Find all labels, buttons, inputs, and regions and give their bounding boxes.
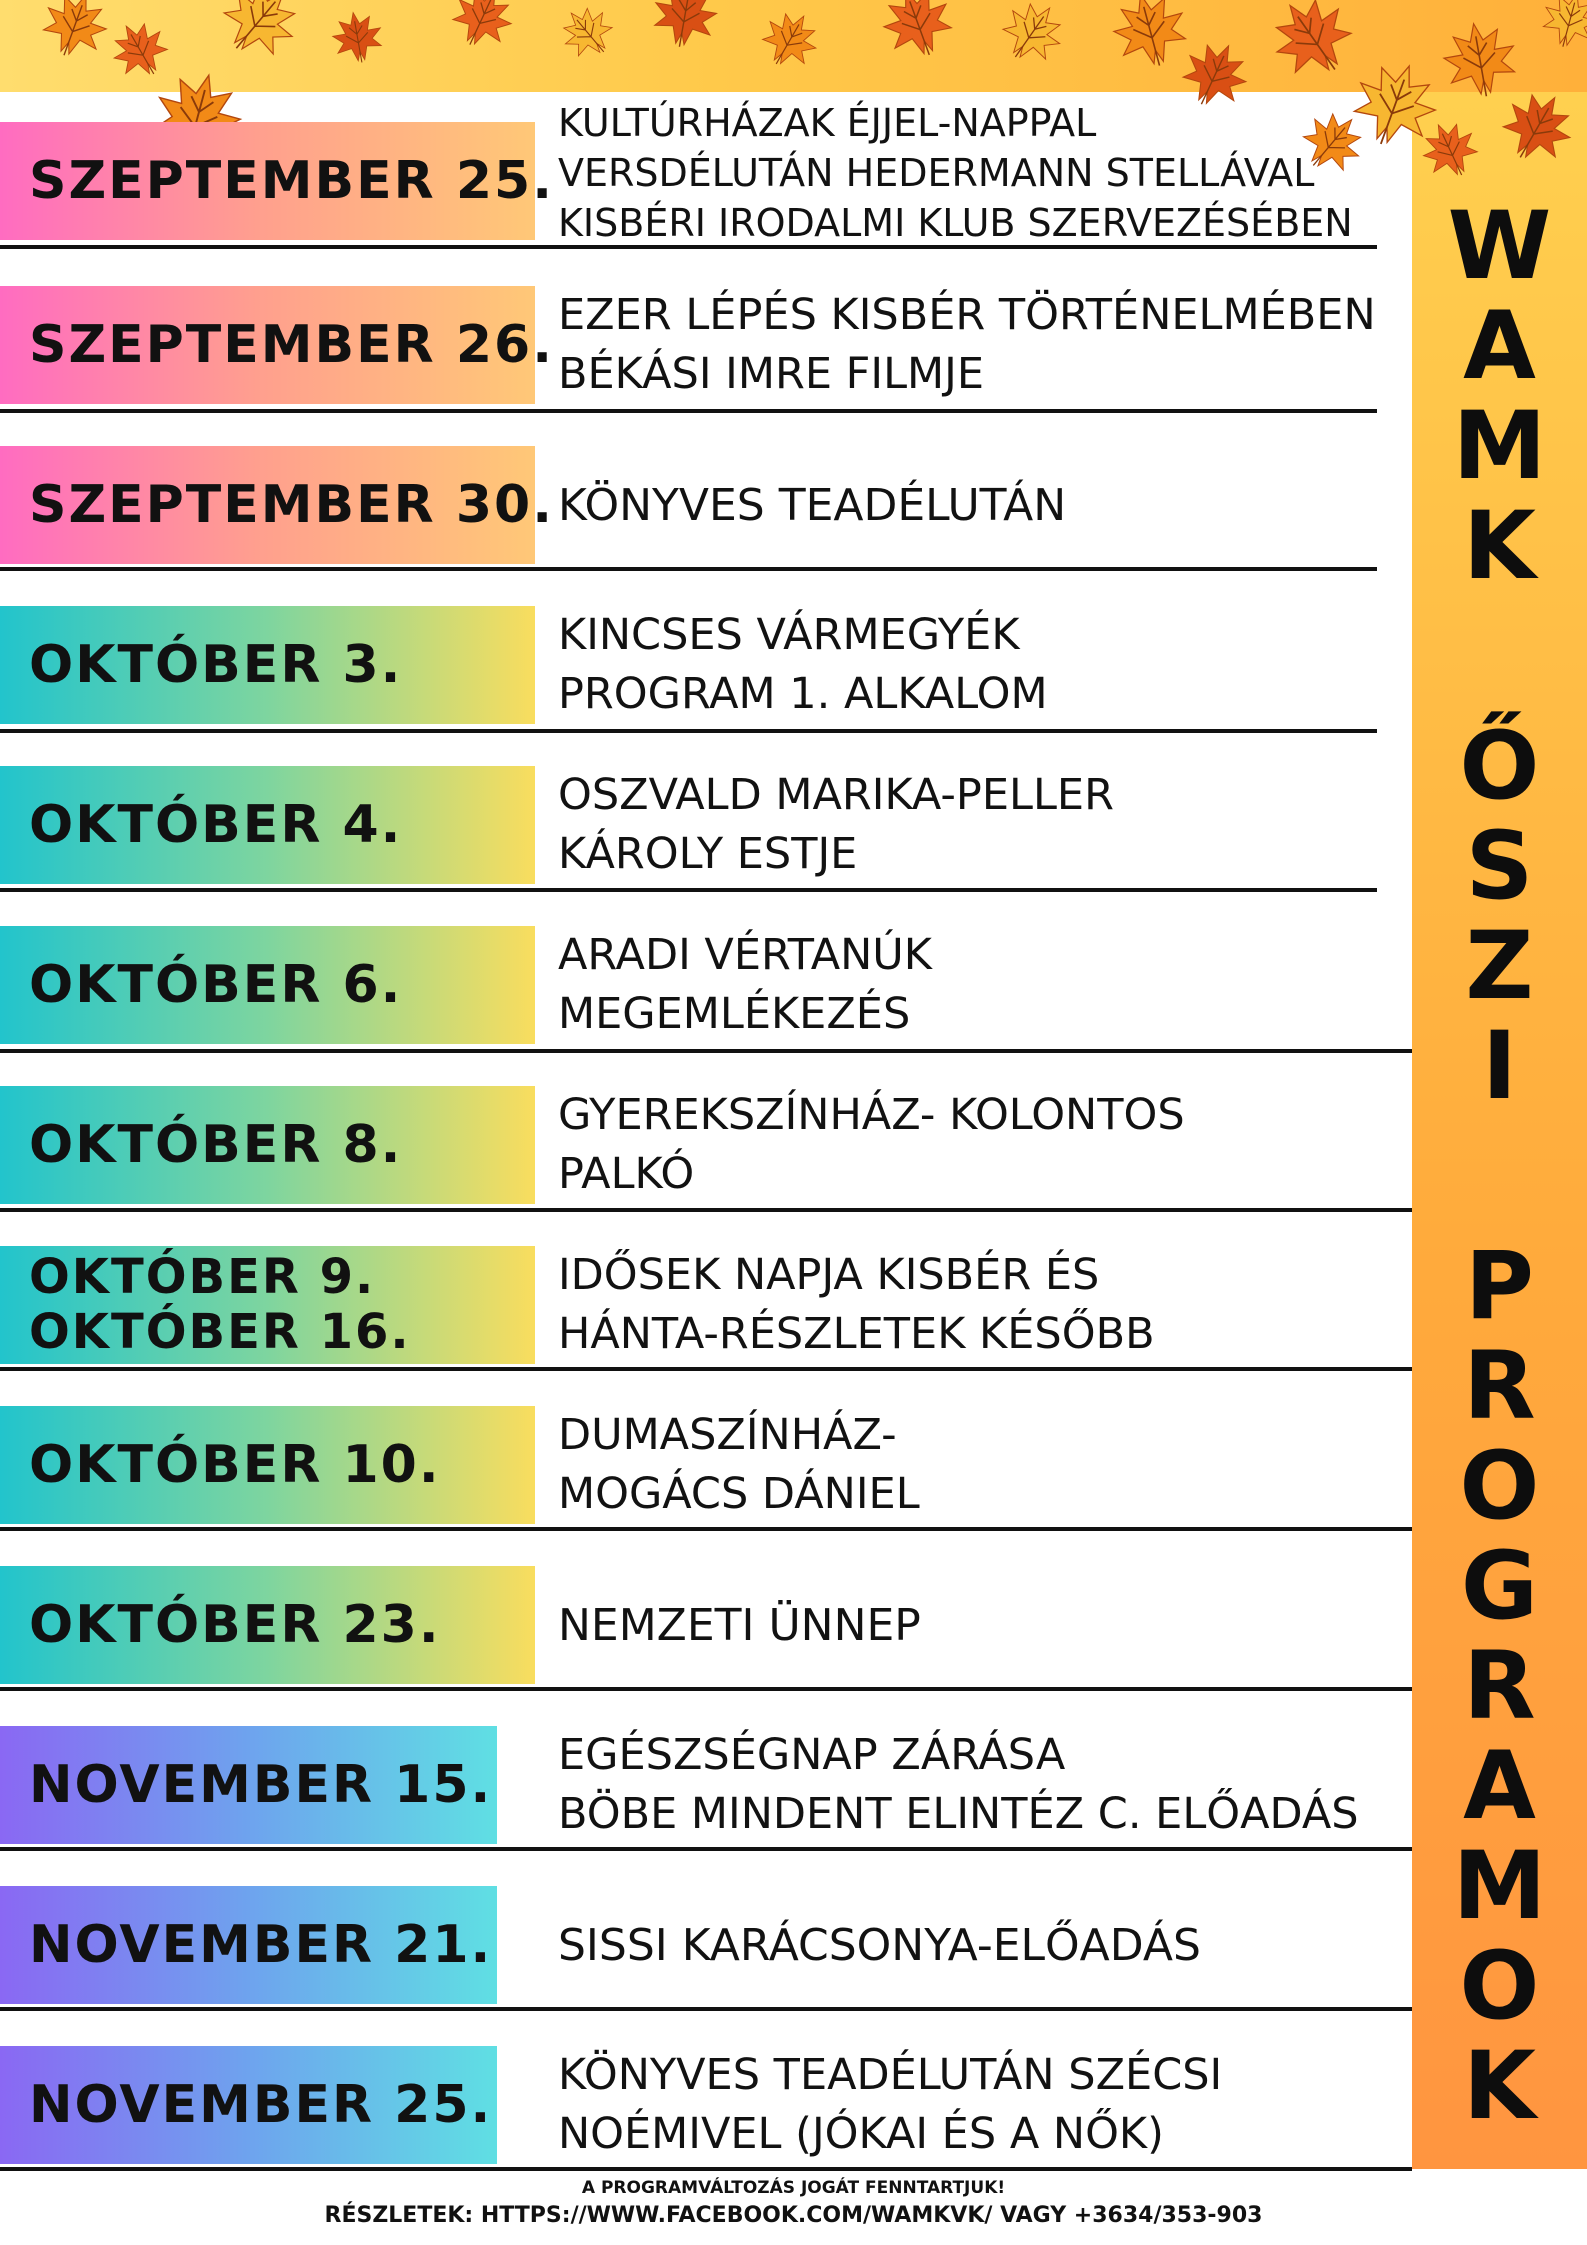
- event-date-box: [0, 1726, 497, 1844]
- event-description-line: KÖNYVES TEADÉLUTÁN: [558, 479, 1067, 531]
- event-description-line: KULTÚRHÁZAK ÉJJEL-NAPPAL: [558, 101, 1097, 145]
- row-divider: [0, 1049, 1412, 1053]
- event-description-line: GYEREKSZÍNHÁZ- KOLONTOS: [558, 1090, 1185, 1140]
- autumn-leaf-icon: [326, 6, 390, 70]
- event-date-line: OKTÓBER 8.: [29, 1115, 403, 1175]
- event-description-line: OSZVALD MARIKA-PELLER: [558, 770, 1114, 820]
- event-date: [0, 315, 554, 375]
- event-description-line: EGÉSZSÉGNAP ZÁRÁSA: [558, 1730, 1066, 1780]
- side-title-letter: K: [1463, 492, 1536, 601]
- side-title-letter: I: [1482, 1012, 1517, 1121]
- event-description: [558, 1406, 1408, 1524]
- event-date-box: [0, 286, 554, 404]
- event-date: [0, 955, 403, 1015]
- event-description-line: HÁNTA-RÉSZLETEK KÉSŐBB: [558, 1309, 1155, 1359]
- event-description-line: NEMZETI ÜNNEP: [558, 1599, 921, 1651]
- row-divider: [0, 567, 1377, 571]
- event-description: [558, 1596, 1408, 1655]
- side-title-letter: M: [1452, 1832, 1547, 1941]
- event-date-line: NOVEMBER 21.: [29, 1915, 493, 1975]
- event-description: [558, 98, 1408, 248]
- event-date-line: OKTÓBER 6.: [29, 955, 403, 1015]
- event-description-line: IDŐSEK NAPJA KISBÉR ÉS: [558, 1250, 1100, 1300]
- side-title-letter: S: [1465, 812, 1534, 921]
- side-title: [1412, 192, 1587, 2170]
- event-date: [0, 151, 554, 211]
- row-divider: [0, 729, 1377, 733]
- event-date-line: OKTÓBER 16.: [29, 1304, 411, 1360]
- event-date: [0, 1435, 441, 1495]
- event-description-line: PROGRAM 1. ALKALOM: [558, 669, 1048, 719]
- change-notice: A PROGRAMVÁLTOZÁS JOGÁT FENNTARTJUK!: [581, 2178, 1006, 2198]
- event-description: [558, 1086, 1408, 1204]
- side-title-letter: A: [1463, 1732, 1536, 1841]
- event-description: [558, 766, 1408, 884]
- row-divider: [0, 409, 1377, 413]
- event-date-box: [0, 446, 554, 564]
- event-description: [558, 926, 1408, 1044]
- side-title-letter: O: [1459, 1932, 1540, 2041]
- event-date-box: [0, 1886, 497, 2004]
- event-description: [558, 1246, 1408, 1364]
- event-description-line: PALKÓ: [558, 1149, 695, 1199]
- event-date-box: [0, 122, 554, 240]
- event-date: [0, 1915, 493, 1975]
- event-date-box: [0, 766, 535, 884]
- event-description-line: EZER LÉPÉS KISBÉR TÖRTÉNELMÉBEN: [558, 290, 1376, 340]
- event-description-line: MOGÁCS DÁNIEL: [558, 1469, 920, 1519]
- event-description-line: MEGEMLÉKEZÉS: [558, 989, 911, 1039]
- event-date-line: NOVEMBER 25.: [29, 2075, 493, 2135]
- event-description-line: BÖBE MINDENT ELINTÉZ C. ELŐADÁS: [558, 1789, 1359, 1839]
- row-divider: [0, 1687, 1412, 1691]
- row-divider: [0, 2007, 1412, 2011]
- event-description-line: KINCSES VÁRMEGYÉK: [558, 610, 1020, 660]
- side-title-letter: G: [1460, 1532, 1539, 1641]
- row-divider: [0, 245, 1377, 249]
- event-date-box: [0, 1086, 535, 1204]
- event-description: [558, 286, 1408, 404]
- event-date: [0, 1755, 493, 1815]
- event-date-box: [0, 2046, 497, 2164]
- contact-details: RÉSZLETEK: HTTPS://WWW.FACEBOOK.COM/WAMKVK/ VAGY +3634/353-903: [324, 2203, 1263, 2228]
- row-divider: [0, 1367, 1412, 1371]
- side-title-letter: R: [1463, 1632, 1536, 1741]
- event-date-line: OKTÓBER 3.: [29, 635, 403, 695]
- event-description: [558, 2046, 1408, 2164]
- row-divider: [0, 2167, 1412, 2171]
- event-description-line: SISSI KARÁCSONYA-ELŐADÁS: [558, 1919, 1201, 1971]
- event-description-line: ARADI VÉRTANÚK: [558, 930, 932, 980]
- event-date-line: SZEPTEMBER 30.: [29, 475, 554, 535]
- row-divider: [0, 888, 1377, 892]
- event-date-box: [0, 606, 535, 724]
- side-title-letter: Ő: [1459, 712, 1540, 821]
- event-date-box: [0, 1246, 535, 1364]
- event-description-line: KISBÉRI IRODALMI KLUB SZERVEZÉSÉBEN: [558, 201, 1353, 245]
- event-date-line: OKTÓBER 23.: [29, 1595, 441, 1655]
- event-description: [558, 476, 1408, 535]
- event-description-line: VERSDÉLUTÁN HEDERMANN STELLÁVAL: [558, 151, 1315, 195]
- event-description-line: BÉKÁSI IMRE FILMJE: [558, 349, 984, 399]
- side-title-letter: Z: [1465, 912, 1534, 1021]
- event-date: [0, 2075, 493, 2135]
- side-title-letter: K: [1463, 2032, 1536, 2141]
- autumn-leaf-icon: [1434, 14, 1527, 107]
- event-date: [0, 1115, 403, 1175]
- side-title-letter: A: [1463, 292, 1536, 401]
- event-date-box: [0, 926, 535, 1044]
- side-title-letter: M: [1452, 392, 1547, 501]
- event-description: [558, 1726, 1408, 1844]
- event-date: [0, 475, 554, 535]
- side-title-letter: W: [1447, 192, 1552, 301]
- event-date: [0, 1250, 411, 1360]
- event-description-line: KÖNYVES TEADÉLUTÁN SZÉCSI: [558, 2050, 1223, 2100]
- event-date: [0, 1595, 441, 1655]
- event-date-line: SZEPTEMBER 25.: [29, 151, 554, 211]
- row-divider: [0, 1527, 1412, 1531]
- event-date-line: NOVEMBER 15.: [29, 1755, 493, 1815]
- event-description: [558, 1916, 1408, 1975]
- event-description-line: NOÉMIVEL (JÓKAI ÉS A NŐK): [558, 2109, 1164, 2159]
- event-description: [558, 606, 1408, 724]
- side-title-letter: R: [1463, 1332, 1536, 1441]
- event-date-line: SZEPTEMBER 26.: [29, 315, 554, 375]
- row-divider: [0, 1847, 1412, 1851]
- event-date-line: OKTÓBER 4.: [29, 795, 403, 855]
- event-description-line: DUMASZÍNHÁZ-: [558, 1410, 897, 1460]
- event-date: [0, 795, 403, 855]
- event-date: [0, 635, 403, 695]
- event-date-box: [0, 1566, 535, 1684]
- side-title-letter: O: [1459, 1432, 1540, 1541]
- row-divider: [0, 1208, 1412, 1212]
- event-date-line: OKTÓBER 9.: [29, 1249, 376, 1305]
- event-date-box: [0, 1406, 535, 1524]
- side-title-letter: P: [1465, 1232, 1534, 1341]
- event-description-line: KÁROLY ESTJE: [558, 829, 858, 879]
- event-date-line: OKTÓBER 10.: [29, 1435, 441, 1495]
